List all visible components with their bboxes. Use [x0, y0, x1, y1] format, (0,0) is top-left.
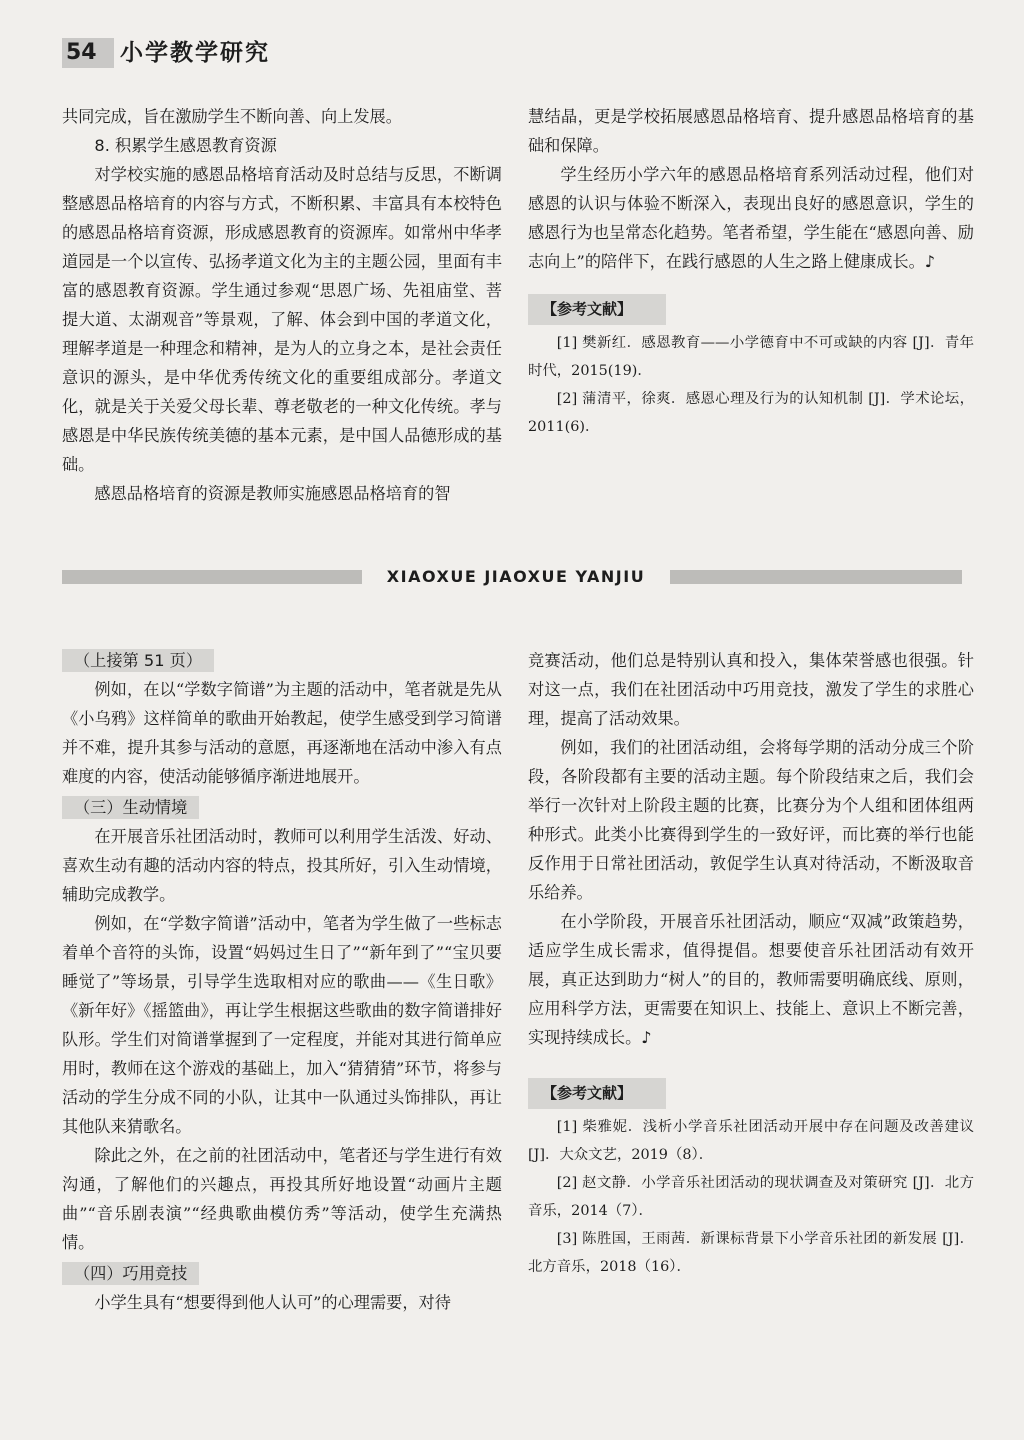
journal-title: 小学教学研究	[120, 39, 270, 66]
reference-item: [2] 蒲清平，徐爽．感恩心理及行为的认知机制 [J]．学术论坛，2011(6)．	[528, 391, 974, 435]
paragraph: 在开展音乐社团活动时，教师可以利用学生活泼、好动、喜欢生动有趣的活动内容的特点，投其所好，引入生动情境，辅助完成教学。	[62, 827, 502, 904]
section-heading	[62, 1259, 502, 1288]
section-heading: 8. 积累学生感恩教育资源	[94, 136, 277, 155]
paragraph: 对学校实施的感恩品格培育活动及时总结与反思，不断调整感恩品格培育的内容与方式，不断积累、丰富具有本校特色的感恩品格培育资源，形成感恩教育的资源库。如常州中华孝道园是一个以宣传、弘扬孝道文化为主的主题公园，里面有丰富的感恩教育资源。学生通过参观“思恩广场、先祖庙堂、菩提大道、太湖观音”等景观，了解、体会到中国的孝道文化，理解孝道是一种理念和精神，是为人的立身之本，是社会责任意识的源头，是中华优秀传统文化的重要组成部分。孝道文化，就是关于关爱父母长辈、尊老敬老的一种文化传统。孝与感恩是中华民族传统美德的基本元素，是中国人品德形成的基础。	[62, 165, 502, 474]
page-header	[62, 38, 542, 72]
paragraph: 竞赛活动，他们总是特别认真和投入，集体荣誉感也很强。针对这一点，我们在社团活动中巧用竞技，激发了学生的求胜心理，提高了活动效果。	[528, 651, 974, 728]
continuation-note-text: （上接第 51 页）	[62, 649, 214, 672]
upper-left-column	[62, 102, 502, 508]
paragraph: 学生经历小学六年的感恩品格培育系列活动过程，他们对感恩的认识与体验不断深入，表现出良好的感恩意识，学生的感恩行为也呈常态化趋势。笔者希望，学生能在“感恩向善、励志向上”的陪伴下，在践行感恩的人生之路上健康成长。♪	[528, 165, 974, 271]
section-heading-text: （四）巧用竞技	[62, 1262, 199, 1285]
page-number: 54	[62, 38, 114, 68]
paragraph: 在小学阶段，开展音乐社团活动，顺应“双减”政策趋势，适应学生成长需求，值得提倡。想要使音乐社团活动有效开展，真正达到助力“树人”的目的，教师需要明确底线、原则，应用科学方法，更需要在知识上、技能上、意识上不断完善，实现持续成长。♪	[528, 912, 974, 1047]
paragraph: 慧结晶，更是学校拓展感恩品格培育、提升感恩品格培育的基础和保障。	[528, 107, 974, 155]
paragraph: 除此之外，在之前的社团活动中，笔者还与学生进行有效沟通，了解他们的兴趣点，再投其所好地设置“动画片主题曲”“音乐剧表演”“经典歌曲模仿秀”等活动，使学生充满热情。	[62, 1146, 502, 1252]
banner-bar-left	[62, 570, 362, 584]
paragraph: 例如，我们的社团活动组，会将每学期的活动分成三个阶段，各阶段都有主要的活动主题。每个阶段结束之后，我们会举行一次针对上阶段主题的比赛，比赛分为个人组和团体组两种形式。此类小比赛得到学生的一致好评，而比赛的举行也能反作用于日常社团活动，敦促学生认真对待活动，不断汲取音乐给养。	[528, 738, 974, 902]
banner-bar-right	[670, 570, 962, 584]
reference-item: [2] 赵文静．小学音乐社团活动的现状调查及对策研究 [J]．北方音乐，2014（7）．	[528, 1175, 974, 1219]
banner-text: XIAOXUE JIAOXUE YANJIU	[386, 567, 646, 586]
paragraph: 小学生具有“想要得到他人认可”的心理需要，对待	[94, 1293, 451, 1312]
lower-right-column	[528, 646, 974, 1281]
reference-item: [1] 樊新红．感恩教育——小学德育中不可或缺的内容 [J]．青年时代，2015(19)．	[528, 335, 974, 379]
references-heading: 【参考文献】	[528, 1078, 666, 1109]
section-heading-text: （三）生动情境	[62, 796, 199, 819]
reference-item: [3] 陈胜国，王雨茜．新课标背景下小学音乐社团的新发展 [J]．北方音乐，2018（16）．	[528, 1231, 974, 1275]
paragraph: 感恩品格培育的资源是教师实施感恩品格培育的智	[94, 484, 451, 503]
journal-banner	[62, 566, 962, 588]
paragraph: 例如，在“学数字简谱”活动中，笔者为学生做了一些标志着单个音符的头饰，设置“妈妈过生日了”“新年到了”“宝贝要睡觉了”等场景，引导学生选取相对应的歌曲——《生日歌》《新年好》《摇篮曲》，再让学生根据这些歌曲的数字简谱排好队形。学生们对简谱掌握到了一定程度，并能对其进行简单应用时，教师在这个游戏的基础上，加入“猜猜猜”环节，将参与活动的学生分成不同的小队，让其中一队通过头饰排队，再让其他队来猜歌名。	[62, 914, 502, 1136]
reference-item: [1] 柴雅妮．浅析小学音乐社团活动开展中存在问题及改善建议 [J]．大众文艺，2019（8）．	[528, 1119, 974, 1163]
references-list	[528, 329, 974, 441]
lower-left-column	[62, 646, 502, 1317]
paragraph: 共同完成，旨在激励学生不断向善、向上发展。	[62, 107, 402, 126]
section-heading	[62, 793, 502, 822]
upper-right-column	[528, 102, 974, 441]
references-heading: 【参考文献】	[528, 294, 666, 325]
paragraph: 例如，在以“学数字简谱”为主题的活动中，笔者就是先从《小乌鸦》这样简单的歌曲开始教起，使学生感受到学习简谱并不难，提升其参与活动的意愿，再逐渐地在活动中渗入有点难度的内容，使活动能够循序渐进地展开。	[62, 680, 502, 786]
continuation-note	[62, 646, 502, 675]
references-list	[528, 1113, 974, 1281]
